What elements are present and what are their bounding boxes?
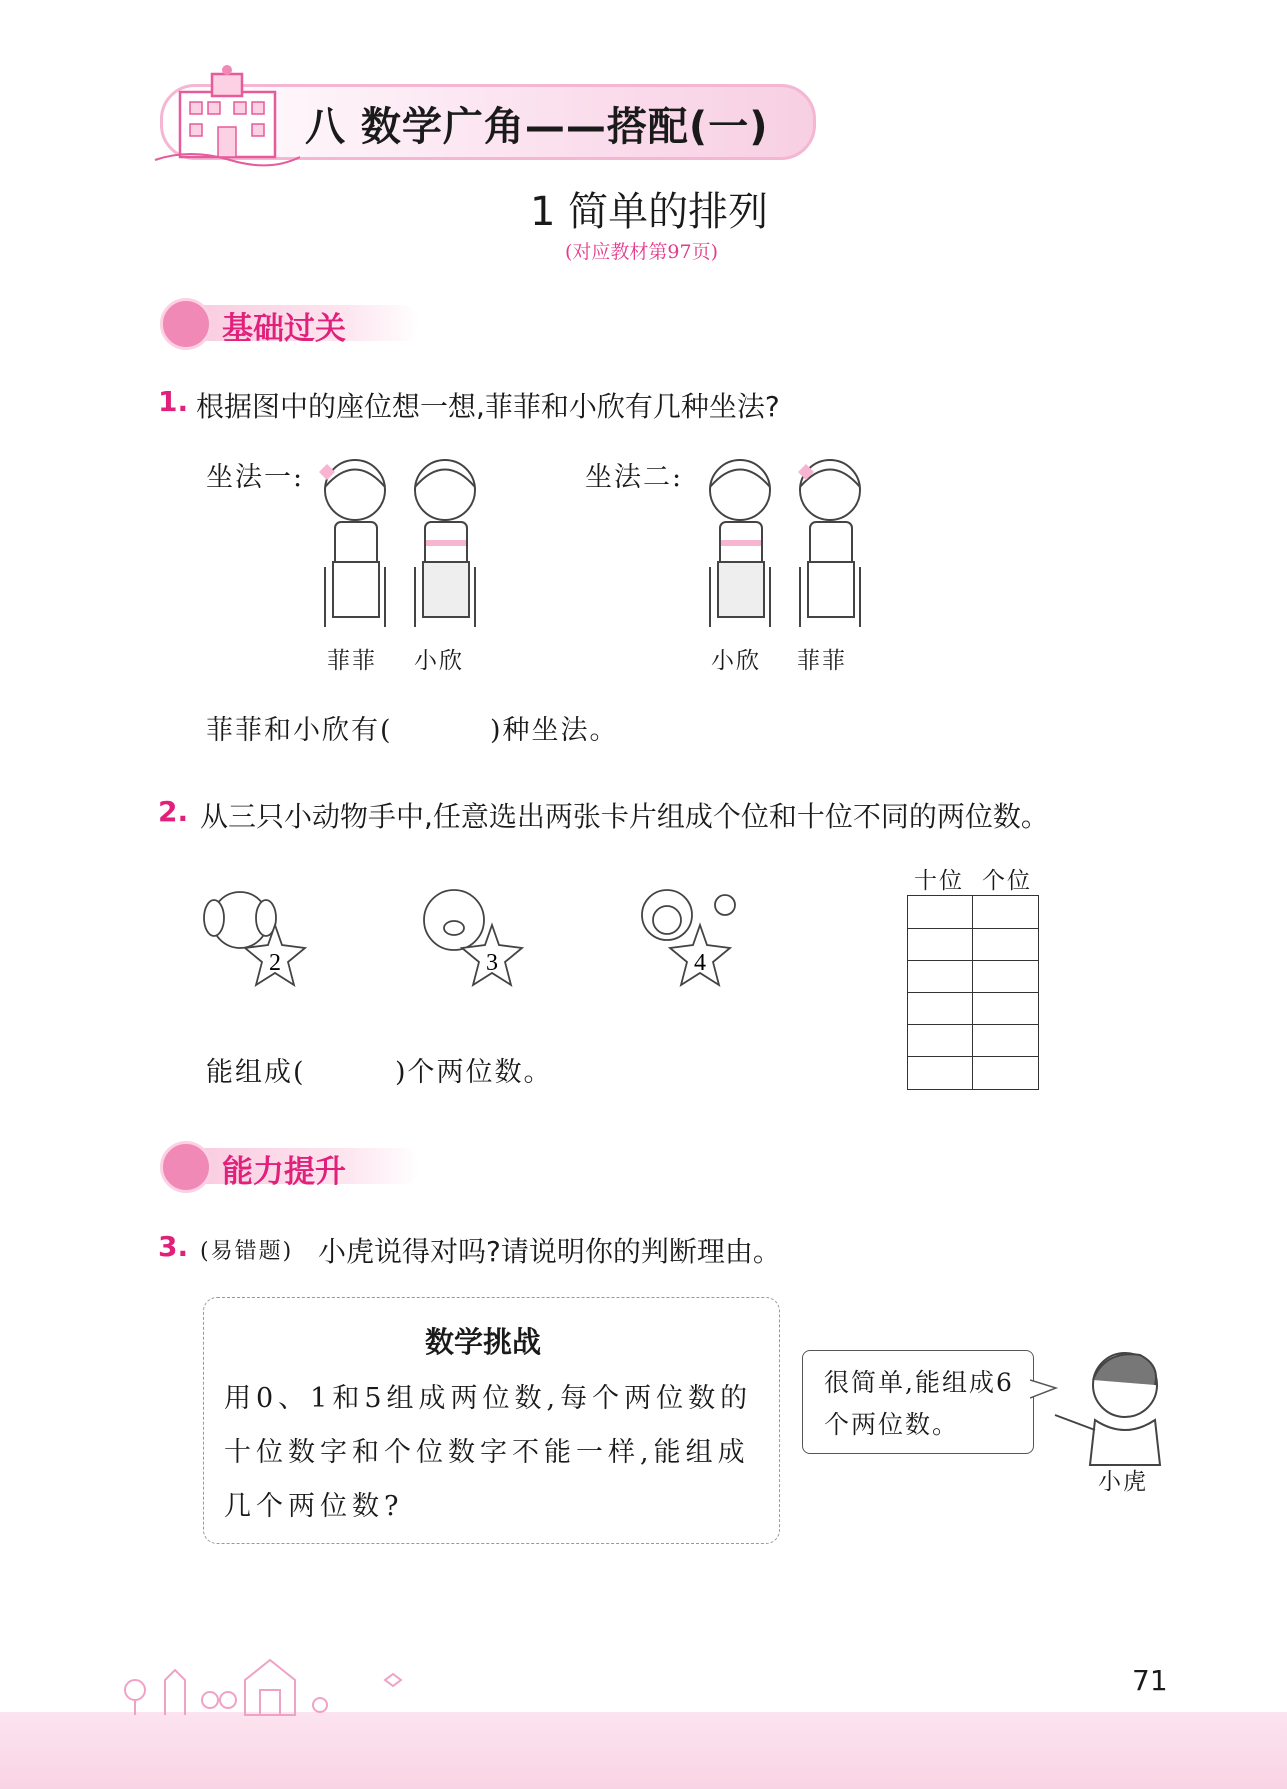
- question-2-text: 从三只小动物手中,任意选出两张卡片组成个位和十位不同的两位数。: [200, 800, 1049, 833]
- seating-option-1-label: 坐法一:: [206, 462, 305, 493]
- seat-name: 菲菲: [327, 648, 377, 674]
- seat-name: 菲菲: [797, 648, 847, 674]
- table-header-ones: 个位: [982, 868, 1032, 894]
- school-building-icon: [150, 62, 300, 167]
- textbook-reference: (对应教材第97页): [565, 241, 719, 263]
- question-3-tag: (易错题): [200, 1239, 294, 1264]
- question-3-text: 小虎说得对吗?请说明你的判断理由。: [318, 1235, 781, 1268]
- q2-answer-suffix: )个两位数。: [395, 1057, 553, 1088]
- challenge-title: 数学挑战: [425, 1325, 542, 1359]
- challenge-body: 用0、1和5组成两位数,每个两位数的十位数字和个位数字不能一样,能组成几个两位数?: [224, 1383, 753, 1522]
- q2-answer-blank[interactable]: [315, 1045, 395, 1085]
- q1-answer-suffix: )种坐法。: [490, 715, 619, 746]
- card-number: 4: [694, 950, 706, 976]
- seating-option-1-illustration: [315, 452, 490, 637]
- q1-answer-blank[interactable]: [407, 700, 495, 740]
- monkey-icon: [635, 880, 745, 995]
- question-1-text: 根据图中的座位想一想,菲菲和小欣有几种坐法?: [196, 390, 780, 423]
- seat-name: 小欣: [711, 648, 761, 674]
- seating-option-2-illustration: [700, 452, 875, 637]
- card-number: 2: [269, 950, 281, 976]
- speech-text: 很简单,能组成6个两位数。: [824, 1368, 1014, 1439]
- page-number: 71: [1132, 1664, 1168, 1697]
- speaker-name: 小虎: [1098, 1469, 1148, 1495]
- puppy-icon: [200, 880, 315, 995]
- question-2-number: 2.: [158, 795, 189, 828]
- section-title: 1 简单的排列: [530, 189, 769, 235]
- q2-answer-prefix: 能组成(: [206, 1057, 306, 1088]
- footer-band: [0, 1712, 1287, 1789]
- chapter-title: 八 数学广角——搭配(一): [305, 104, 769, 150]
- digit-place-table[interactable]: [907, 895, 1039, 1090]
- question-3-number: 3.: [158, 1230, 189, 1263]
- pig-icon: [412, 880, 532, 995]
- footer-town-decoration-icon: [120, 1645, 420, 1720]
- table-header-tens: 十位: [914, 868, 964, 894]
- question-1-number: 1.: [158, 385, 189, 418]
- section-basic-title: 基础过关: [222, 311, 346, 347]
- trophy-badge-icon: [160, 1141, 212, 1193]
- student-badge-icon: [160, 298, 212, 350]
- seating-option-2-label: 坐法二:: [585, 462, 684, 493]
- seat-name: 小欣: [414, 648, 464, 674]
- card-number: 3: [486, 950, 498, 976]
- q1-answer-prefix: 菲菲和小欣有(: [206, 715, 393, 746]
- section-advanced-title: 能力提升: [222, 1154, 346, 1190]
- boy-xiaohu-icon: [1050, 1345, 1175, 1470]
